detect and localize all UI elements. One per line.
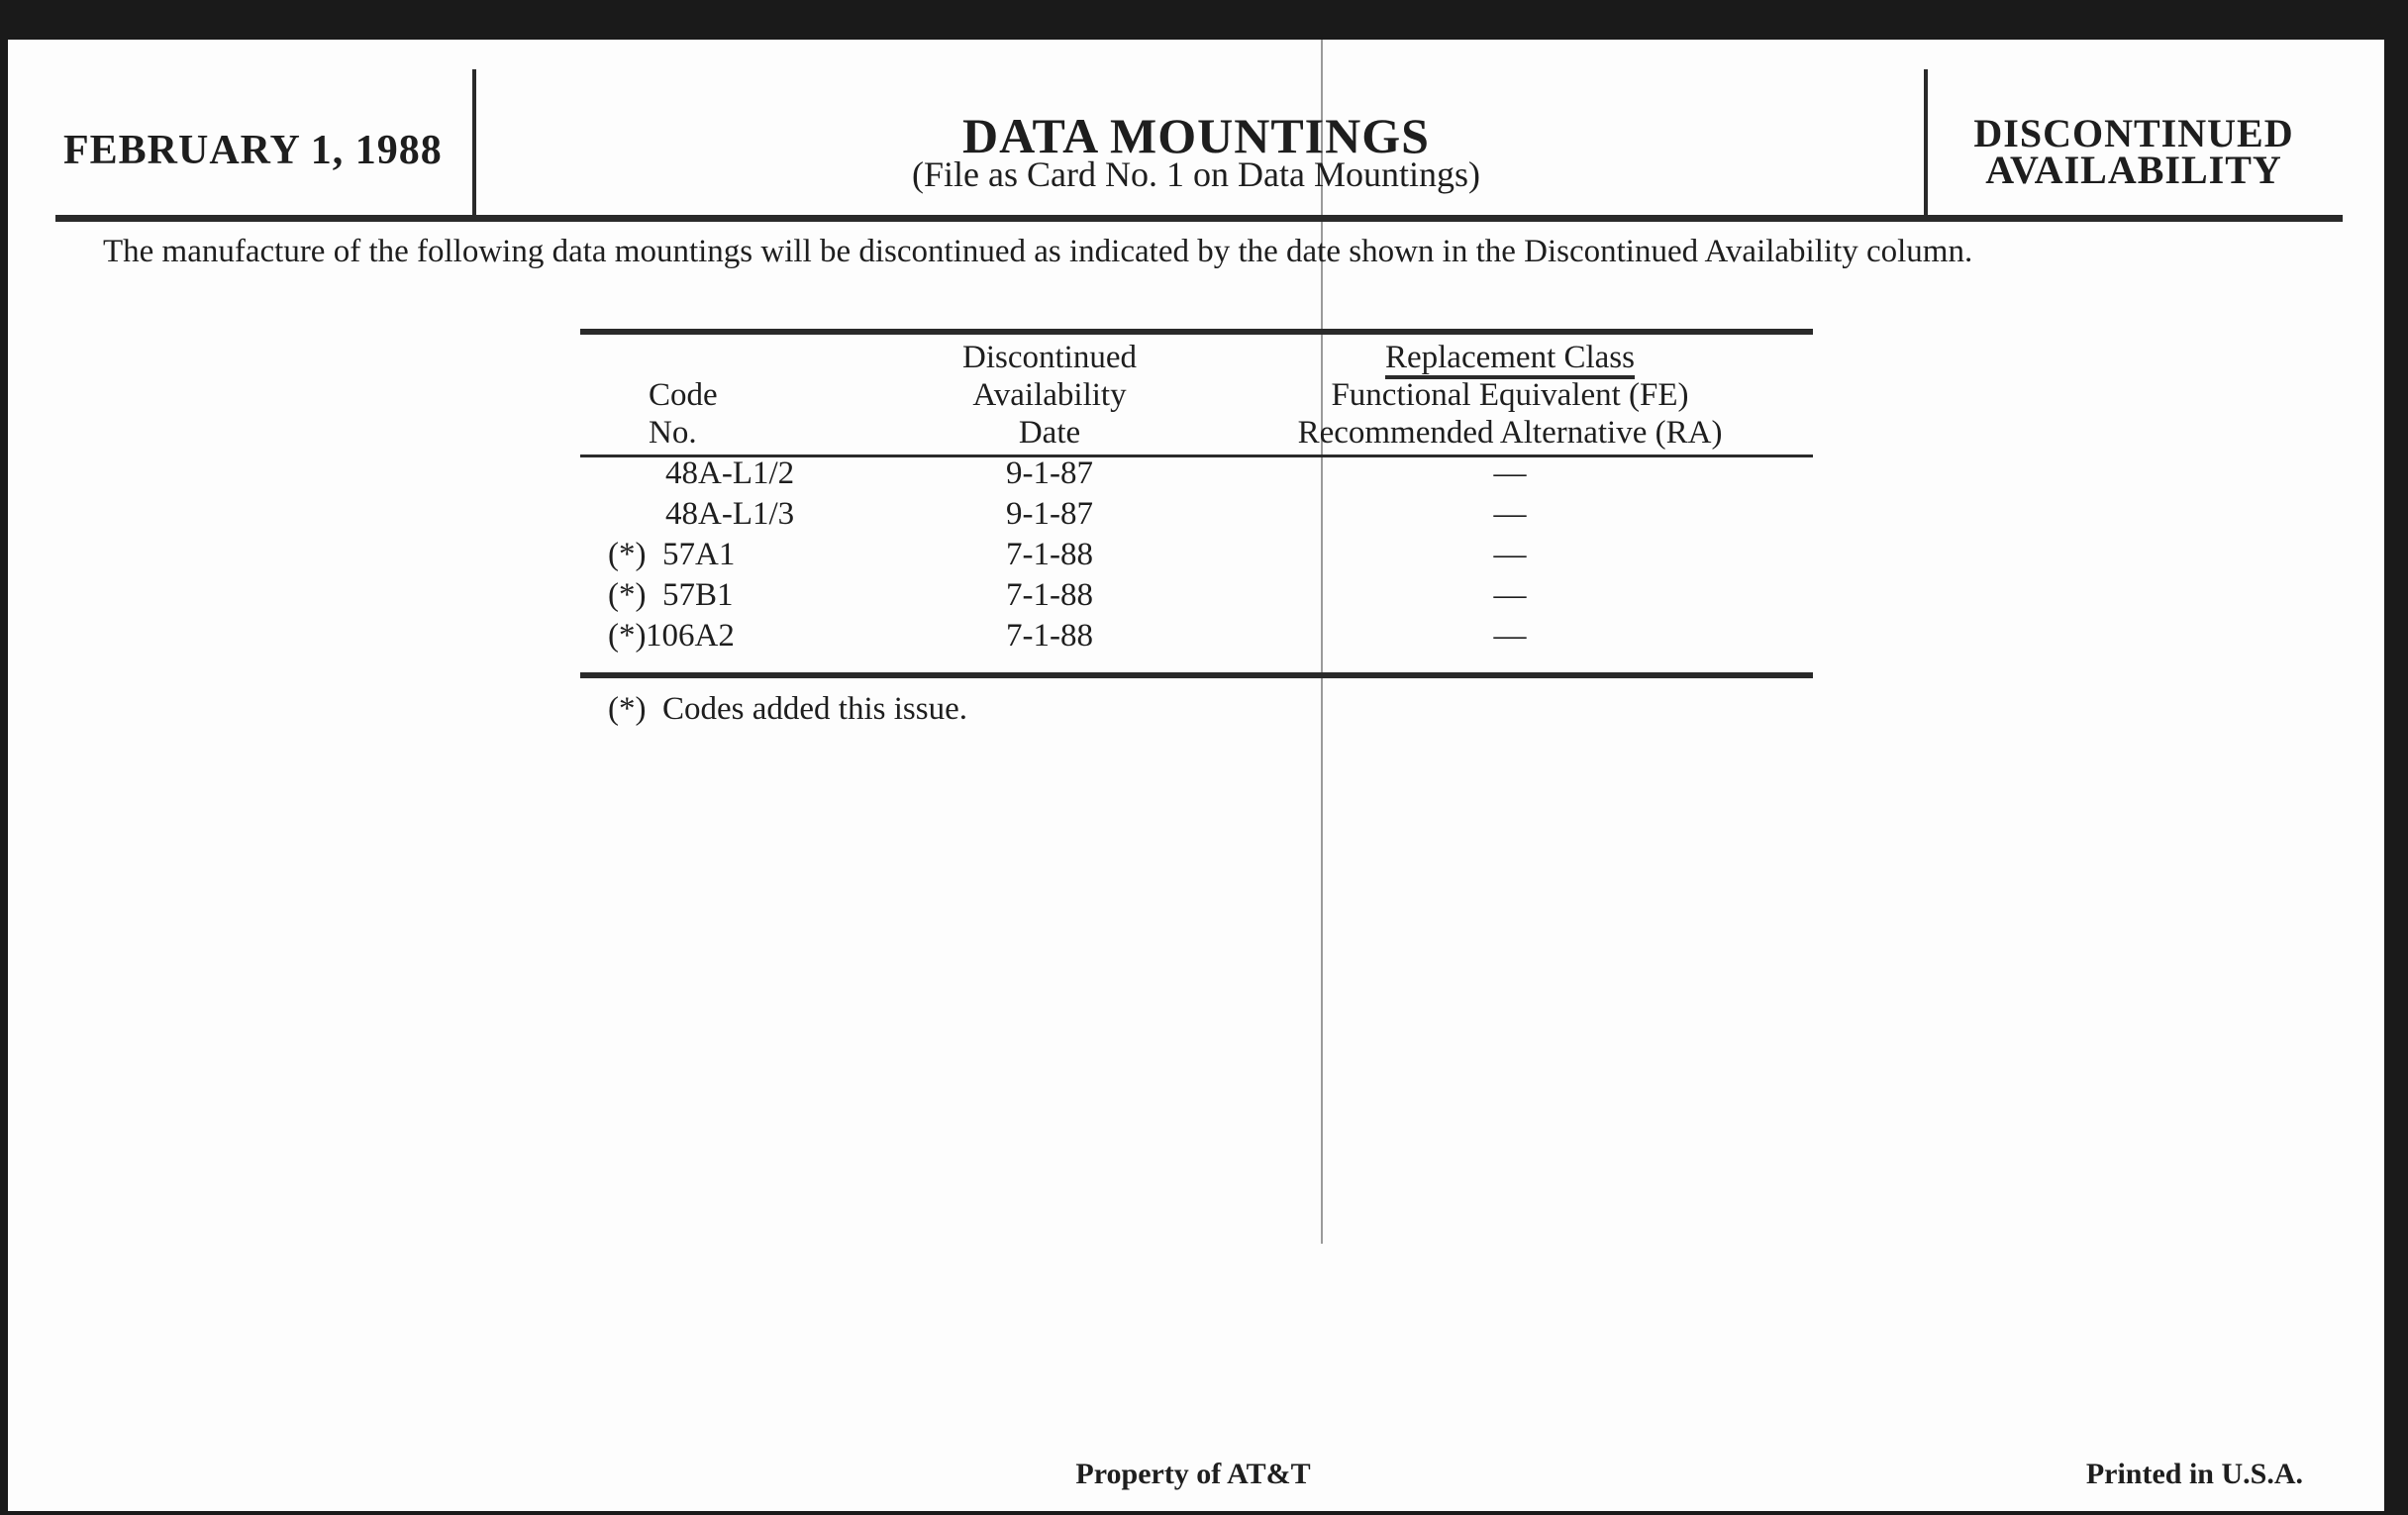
row-code: 57A1	[662, 537, 736, 572]
row-date: 7-1-88	[1006, 577, 1093, 613]
row-mark: (*)	[608, 537, 647, 572]
header-date-1: Discontinued	[962, 340, 1137, 375]
row-replacement: —	[1493, 577, 1527, 613]
header-replacement-1	[1213, 339, 1807, 376]
header-replacement-3: Recommended Alternative (RA)	[1297, 415, 1723, 451]
header-code-2: No.	[649, 415, 697, 451]
row-replacement: —	[1493, 455, 1527, 491]
footnote-mark: (*)	[608, 691, 647, 727]
header-divider-left	[472, 69, 476, 218]
row-replacement: —	[1493, 618, 1527, 654]
header-replacement-title: Replacement Class	[1385, 340, 1635, 379]
header-replacement-2: Functional Equivalent (FE)	[1331, 377, 1689, 413]
row-code: 106A2	[646, 618, 735, 654]
row-code: 48A-L1/2	[665, 455, 795, 491]
row-mark: (*)	[608, 577, 647, 613]
header-divider-right	[1924, 69, 1928, 218]
footer-printed: Printed in U.S.A.	[2085, 1458, 2303, 1490]
category-line-2: AVAILABILITY	[1985, 148, 2282, 192]
row-code: 48A-L1/3	[665, 496, 795, 532]
row-replacement: —	[1493, 537, 1527, 572]
footer-property: Property of AT&T	[1075, 1458, 1311, 1490]
category-line-1: DISCONTINUED	[1973, 111, 2294, 155]
row-date: 9-1-87	[1006, 496, 1093, 532]
row-code: 57B1	[662, 577, 734, 613]
header-rule	[55, 215, 2343, 222]
table-top-rule	[580, 329, 1813, 335]
row-date: 9-1-87	[1006, 455, 1093, 491]
row-date: 7-1-88	[1006, 618, 1093, 654]
header-date-3: Date	[1018, 415, 1081, 451]
footnote-text: Codes added this issue.	[662, 691, 967, 727]
page-title: DATA MOUNTINGS	[962, 108, 1430, 163]
header-date-2: Availability	[972, 377, 1127, 413]
row-replacement: —	[1493, 496, 1527, 532]
issue-date: FEBRUARY 1, 1988	[63, 128, 443, 173]
page-subtitle: (File as Card No. 1 on Data Mountings)	[912, 154, 1480, 194]
table-bottom-rule	[580, 672, 1813, 678]
row-mark: (*)	[608, 618, 647, 654]
intro-text: The manufacture of the following data mountings will be discontinued as indicated by the date shown in the Discontinued Availability column.	[103, 234, 1973, 269]
row-date: 7-1-88	[1006, 537, 1093, 572]
header-code-1: Code	[649, 377, 718, 413]
